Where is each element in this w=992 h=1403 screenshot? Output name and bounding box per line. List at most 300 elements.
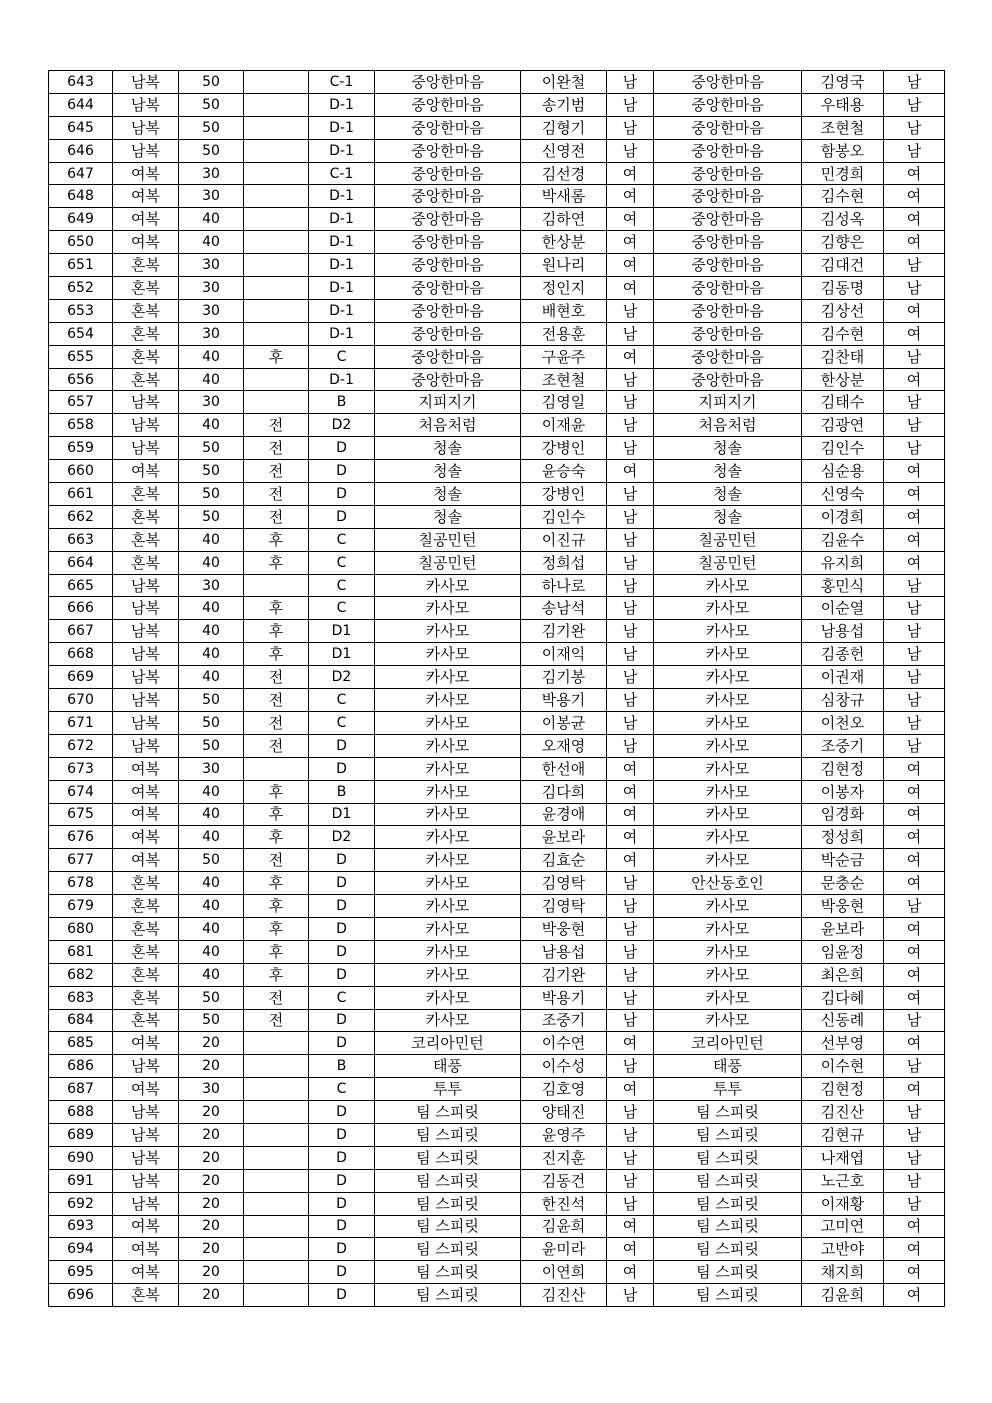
entry-number-cell: 654 bbox=[49, 322, 113, 345]
half-cell: 후 bbox=[244, 895, 309, 918]
age-group-cell: 50 bbox=[179, 139, 244, 162]
age-group-cell: 50 bbox=[179, 689, 244, 712]
gender-1-cell: 여 bbox=[607, 849, 654, 872]
gender-2-cell: 남 bbox=[884, 391, 945, 414]
player-2-cell: 임윤정 bbox=[802, 940, 884, 963]
age-group-cell: 30 bbox=[179, 185, 244, 208]
club-2-cell: 칠공민턴 bbox=[654, 528, 802, 551]
gender-1-cell: 남 bbox=[607, 299, 654, 322]
gender-1-cell: 남 bbox=[607, 1284, 654, 1307]
event-cell: 남복 bbox=[113, 1123, 179, 1146]
club-1-cell: 팀 스피릿 bbox=[375, 1215, 521, 1238]
player-1-cell: 김호영 bbox=[521, 1078, 607, 1101]
gender-2-cell: 여 bbox=[884, 368, 945, 391]
table-row bbox=[49, 368, 945, 391]
player-2-cell: 채지희 bbox=[802, 1261, 884, 1284]
half-cell: 전 bbox=[244, 505, 309, 528]
club-2-cell: 청솔 bbox=[654, 460, 802, 483]
player-1-cell: 한진석 bbox=[521, 1192, 607, 1215]
half-cell bbox=[244, 1215, 309, 1238]
gender-1-cell: 남 bbox=[607, 322, 654, 345]
grade-cell: D1 bbox=[309, 620, 375, 643]
club-1-cell: 팀 스피릿 bbox=[375, 1123, 521, 1146]
entry-number-cell: 667 bbox=[49, 620, 113, 643]
club-2-cell: 카사모 bbox=[654, 895, 802, 918]
player-1-cell: 윤승숙 bbox=[521, 460, 607, 483]
gender-1-cell: 남 bbox=[607, 689, 654, 712]
club-1-cell: 중앙한마음 bbox=[375, 93, 521, 116]
player-2-cell: 이경희 bbox=[802, 505, 884, 528]
grade-cell: D bbox=[309, 1169, 375, 1192]
player-2-cell: 김수현 bbox=[802, 185, 884, 208]
grade-cell: D-1 bbox=[309, 116, 375, 139]
half-cell: 전 bbox=[244, 986, 309, 1009]
gender-1-cell: 여 bbox=[607, 1238, 654, 1261]
gender-1-cell: 여 bbox=[607, 1078, 654, 1101]
table-row bbox=[49, 917, 945, 940]
grade-cell: D bbox=[309, 872, 375, 895]
player-2-cell: 김진산 bbox=[802, 1101, 884, 1124]
half-cell: 전 bbox=[244, 689, 309, 712]
gender-1-cell: 남 bbox=[607, 391, 654, 414]
gender-1-cell: 여 bbox=[607, 757, 654, 780]
half-cell bbox=[244, 93, 309, 116]
table-row bbox=[49, 528, 945, 551]
age-group-cell: 20 bbox=[179, 1192, 244, 1215]
half-cell: 전 bbox=[244, 849, 309, 872]
age-group-cell: 50 bbox=[179, 505, 244, 528]
player-2-cell: 박웅현 bbox=[802, 895, 884, 918]
table-row bbox=[49, 803, 945, 826]
gender-2-cell: 여 bbox=[884, 917, 945, 940]
gender-2-cell: 여 bbox=[884, 757, 945, 780]
gender-2-cell: 여 bbox=[884, 826, 945, 849]
half-cell bbox=[244, 574, 309, 597]
player-2-cell: 최은희 bbox=[802, 963, 884, 986]
age-group-cell: 50 bbox=[179, 1009, 244, 1032]
gender-2-cell: 여 bbox=[884, 528, 945, 551]
gender-1-cell: 여 bbox=[607, 826, 654, 849]
grade-cell: D2 bbox=[309, 666, 375, 689]
half-cell bbox=[244, 1169, 309, 1192]
player-1-cell: 이완철 bbox=[521, 71, 607, 94]
half-cell bbox=[244, 208, 309, 231]
age-group-cell: 50 bbox=[179, 93, 244, 116]
club-2-cell: 카사모 bbox=[654, 597, 802, 620]
club-1-cell: 청솔 bbox=[375, 483, 521, 506]
club-2-cell: 팀 스피릿 bbox=[654, 1215, 802, 1238]
event-cell: 여복 bbox=[113, 1215, 179, 1238]
half-cell: 후 bbox=[244, 826, 309, 849]
gender-1-cell: 남 bbox=[607, 872, 654, 895]
grade-cell: D bbox=[309, 1238, 375, 1261]
gender-1-cell: 남 bbox=[607, 1009, 654, 1032]
player-2-cell: 박순금 bbox=[802, 849, 884, 872]
age-group-cell: 40 bbox=[179, 940, 244, 963]
club-1-cell: 카사모 bbox=[375, 872, 521, 895]
club-1-cell: 카사모 bbox=[375, 666, 521, 689]
entry-number-cell: 696 bbox=[49, 1284, 113, 1307]
player-2-cell: 김윤수 bbox=[802, 528, 884, 551]
gender-2-cell: 여 bbox=[884, 299, 945, 322]
entry-number-cell: 671 bbox=[49, 711, 113, 734]
event-cell: 혼복 bbox=[113, 963, 179, 986]
age-group-cell: 50 bbox=[179, 986, 244, 1009]
table-row bbox=[49, 872, 945, 895]
gender-2-cell: 남 bbox=[884, 734, 945, 757]
event-cell: 여복 bbox=[113, 460, 179, 483]
player-1-cell: 이수연 bbox=[521, 1032, 607, 1055]
age-group-cell: 40 bbox=[179, 643, 244, 666]
player-1-cell: 박새롬 bbox=[521, 185, 607, 208]
event-cell: 남복 bbox=[113, 597, 179, 620]
player-1-cell: 박웅현 bbox=[521, 917, 607, 940]
age-group-cell: 50 bbox=[179, 71, 244, 94]
player-2-cell: 심창규 bbox=[802, 689, 884, 712]
player-1-cell: 원나리 bbox=[521, 254, 607, 277]
event-cell: 혼복 bbox=[113, 322, 179, 345]
table-row bbox=[49, 895, 945, 918]
club-1-cell: 카사모 bbox=[375, 940, 521, 963]
age-group-cell: 40 bbox=[179, 826, 244, 849]
grade-cell: D-1 bbox=[309, 93, 375, 116]
club-2-cell: 지피지기 bbox=[654, 391, 802, 414]
club-1-cell: 처음처럼 bbox=[375, 414, 521, 437]
gender-1-cell: 남 bbox=[607, 1146, 654, 1169]
club-1-cell: 중앙한마음 bbox=[375, 116, 521, 139]
player-1-cell: 김형기 bbox=[521, 116, 607, 139]
player-1-cell: 남용섭 bbox=[521, 940, 607, 963]
table-row bbox=[49, 1101, 945, 1124]
event-cell: 남복 bbox=[113, 1169, 179, 1192]
player-1-cell: 김기완 bbox=[521, 620, 607, 643]
club-2-cell: 카사모 bbox=[654, 1009, 802, 1032]
gender-1-cell: 여 bbox=[607, 231, 654, 254]
entry-number-cell: 666 bbox=[49, 597, 113, 620]
club-1-cell: 중앙한마음 bbox=[375, 208, 521, 231]
entry-number-cell: 657 bbox=[49, 391, 113, 414]
grade-cell: D bbox=[309, 1192, 375, 1215]
half-cell: 후 bbox=[244, 597, 309, 620]
player-2-cell: 고미연 bbox=[802, 1215, 884, 1238]
entry-number-cell: 647 bbox=[49, 162, 113, 185]
club-1-cell: 중앙한마음 bbox=[375, 231, 521, 254]
entry-number-cell: 651 bbox=[49, 254, 113, 277]
table-row bbox=[49, 1146, 945, 1169]
event-cell: 여복 bbox=[113, 803, 179, 826]
entry-number-cell: 668 bbox=[49, 643, 113, 666]
player-1-cell: 이봉균 bbox=[521, 711, 607, 734]
gender-1-cell: 남 bbox=[607, 734, 654, 757]
club-2-cell: 카사모 bbox=[654, 574, 802, 597]
age-group-cell: 40 bbox=[179, 666, 244, 689]
gender-1-cell: 여 bbox=[607, 1261, 654, 1284]
club-1-cell: 카사모 bbox=[375, 734, 521, 757]
club-2-cell: 청솔 bbox=[654, 483, 802, 506]
club-2-cell: 청솔 bbox=[654, 437, 802, 460]
gender-1-cell: 남 bbox=[607, 1101, 654, 1124]
half-cell: 후 bbox=[244, 345, 309, 368]
club-1-cell: 청솔 bbox=[375, 437, 521, 460]
grade-cell: D-1 bbox=[309, 254, 375, 277]
entry-number-cell: 675 bbox=[49, 803, 113, 826]
event-cell: 혼복 bbox=[113, 1009, 179, 1032]
club-1-cell: 카사모 bbox=[375, 826, 521, 849]
half-cell bbox=[244, 162, 309, 185]
club-1-cell: 청솔 bbox=[375, 505, 521, 528]
event-cell: 남복 bbox=[113, 574, 179, 597]
event-cell: 여복 bbox=[113, 757, 179, 780]
gender-1-cell: 남 bbox=[607, 505, 654, 528]
player-1-cell: 정희섭 bbox=[521, 551, 607, 574]
club-1-cell: 중앙한마음 bbox=[375, 277, 521, 300]
club-1-cell: 중앙한마음 bbox=[375, 71, 521, 94]
gender-2-cell: 여 bbox=[884, 780, 945, 803]
age-group-cell: 20 bbox=[179, 1284, 244, 1307]
half-cell bbox=[244, 1284, 309, 1307]
player-1-cell: 이재익 bbox=[521, 643, 607, 666]
gender-2-cell: 여 bbox=[884, 185, 945, 208]
club-2-cell: 팀 스피릿 bbox=[654, 1123, 802, 1146]
gender-2-cell: 여 bbox=[884, 208, 945, 231]
half-cell bbox=[244, 1123, 309, 1146]
age-group-cell: 30 bbox=[179, 277, 244, 300]
player-2-cell: 조중기 bbox=[802, 734, 884, 757]
player-2-cell: 김동명 bbox=[802, 277, 884, 300]
event-cell: 혼복 bbox=[113, 872, 179, 895]
gender-1-cell: 남 bbox=[607, 895, 654, 918]
gender-2-cell: 여 bbox=[884, 1215, 945, 1238]
club-2-cell: 중앙한마음 bbox=[654, 299, 802, 322]
half-cell bbox=[244, 139, 309, 162]
club-1-cell: 지피지기 bbox=[375, 391, 521, 414]
club-1-cell: 카사모 bbox=[375, 780, 521, 803]
club-2-cell: 팀 스피릿 bbox=[654, 1261, 802, 1284]
club-2-cell: 팀 스피릿 bbox=[654, 1192, 802, 1215]
player-2-cell: 심순용 bbox=[802, 460, 884, 483]
player-2-cell: 이재황 bbox=[802, 1192, 884, 1215]
entry-number-cell: 660 bbox=[49, 460, 113, 483]
player-2-cell: 이권재 bbox=[802, 666, 884, 689]
club-1-cell: 중앙한마음 bbox=[375, 345, 521, 368]
grade-cell: C bbox=[309, 986, 375, 1009]
grade-cell: D1 bbox=[309, 803, 375, 826]
gender-2-cell: 남 bbox=[884, 116, 945, 139]
table-row bbox=[49, 345, 945, 368]
gender-2-cell: 여 bbox=[884, 1078, 945, 1101]
event-cell: 혼복 bbox=[113, 254, 179, 277]
player-1-cell: 오재영 bbox=[521, 734, 607, 757]
grade-cell: D bbox=[309, 963, 375, 986]
half-cell: 전 bbox=[244, 460, 309, 483]
event-cell: 남복 bbox=[113, 1101, 179, 1124]
entry-number-cell: 653 bbox=[49, 299, 113, 322]
gender-2-cell: 남 bbox=[884, 620, 945, 643]
club-2-cell: 카사모 bbox=[654, 734, 802, 757]
table-row bbox=[49, 460, 945, 483]
club-2-cell: 카사모 bbox=[654, 826, 802, 849]
table-row bbox=[49, 93, 945, 116]
player-1-cell: 한상분 bbox=[521, 231, 607, 254]
entry-number-cell: 693 bbox=[49, 1215, 113, 1238]
age-group-cell: 40 bbox=[179, 963, 244, 986]
event-cell: 여복 bbox=[113, 1261, 179, 1284]
club-1-cell: 중앙한마음 bbox=[375, 368, 521, 391]
event-cell: 혼복 bbox=[113, 940, 179, 963]
half-cell bbox=[244, 322, 309, 345]
player-2-cell: 노근호 bbox=[802, 1169, 884, 1192]
half-cell: 후 bbox=[244, 872, 309, 895]
entry-number-cell: 670 bbox=[49, 689, 113, 712]
half-cell: 전 bbox=[244, 711, 309, 734]
player-2-cell: 김찬태 bbox=[802, 345, 884, 368]
grade-cell: D bbox=[309, 895, 375, 918]
player-1-cell: 박용기 bbox=[521, 986, 607, 1009]
entry-number-cell: 643 bbox=[49, 71, 113, 94]
gender-2-cell: 여 bbox=[884, 1284, 945, 1307]
grade-cell: D bbox=[309, 1009, 375, 1032]
entry-number-cell: 686 bbox=[49, 1055, 113, 1078]
gender-2-cell: 여 bbox=[884, 231, 945, 254]
entry-number-cell: 676 bbox=[49, 826, 113, 849]
age-group-cell: 30 bbox=[179, 1078, 244, 1101]
player-1-cell: 양태진 bbox=[521, 1101, 607, 1124]
club-2-cell: 카사모 bbox=[654, 780, 802, 803]
gender-1-cell: 남 bbox=[607, 116, 654, 139]
club-1-cell: 팀 스피릿 bbox=[375, 1101, 521, 1124]
age-group-cell: 20 bbox=[179, 1169, 244, 1192]
table-row bbox=[49, 208, 945, 231]
club-2-cell: 카사모 bbox=[654, 757, 802, 780]
club-2-cell: 코리아민턴 bbox=[654, 1032, 802, 1055]
player-1-cell: 이연희 bbox=[521, 1261, 607, 1284]
table-row bbox=[49, 940, 945, 963]
half-cell: 후 bbox=[244, 620, 309, 643]
gender-1-cell: 남 bbox=[607, 940, 654, 963]
half-cell bbox=[244, 116, 309, 139]
club-1-cell: 카사모 bbox=[375, 620, 521, 643]
entry-number-cell: 662 bbox=[49, 505, 113, 528]
player-1-cell: 송기범 bbox=[521, 93, 607, 116]
player-2-cell: 김현규 bbox=[802, 1123, 884, 1146]
grade-cell: C bbox=[309, 689, 375, 712]
age-group-cell: 50 bbox=[179, 711, 244, 734]
entry-number-cell: 677 bbox=[49, 849, 113, 872]
event-cell: 혼복 bbox=[113, 345, 179, 368]
player-2-cell: 김대건 bbox=[802, 254, 884, 277]
table-row bbox=[49, 1284, 945, 1307]
half-cell bbox=[244, 757, 309, 780]
gender-2-cell: 여 bbox=[884, 162, 945, 185]
gender-2-cell: 남 bbox=[884, 643, 945, 666]
age-group-cell: 20 bbox=[179, 1261, 244, 1284]
entry-number-cell: 685 bbox=[49, 1032, 113, 1055]
event-cell: 여복 bbox=[113, 208, 179, 231]
club-1-cell: 카사모 bbox=[375, 711, 521, 734]
event-cell: 여복 bbox=[113, 185, 179, 208]
gender-1-cell: 여 bbox=[607, 1032, 654, 1055]
grade-cell: C bbox=[309, 574, 375, 597]
gender-2-cell: 남 bbox=[884, 93, 945, 116]
club-1-cell: 중앙한마음 bbox=[375, 254, 521, 277]
player-1-cell: 김동건 bbox=[521, 1169, 607, 1192]
age-group-cell: 30 bbox=[179, 322, 244, 345]
gender-1-cell: 남 bbox=[607, 414, 654, 437]
player-1-cell: 김영탁 bbox=[521, 872, 607, 895]
half-cell bbox=[244, 1078, 309, 1101]
club-1-cell: 카사모 bbox=[375, 986, 521, 1009]
age-group-cell: 40 bbox=[179, 917, 244, 940]
age-group-cell: 40 bbox=[179, 414, 244, 437]
player-1-cell: 조현철 bbox=[521, 368, 607, 391]
gender-1-cell: 여 bbox=[607, 254, 654, 277]
player-2-cell: 조현철 bbox=[802, 116, 884, 139]
grade-cell: D bbox=[309, 1146, 375, 1169]
age-group-cell: 50 bbox=[179, 460, 244, 483]
table-row bbox=[49, 1215, 945, 1238]
gender-1-cell: 여 bbox=[607, 460, 654, 483]
player-1-cell: 김진산 bbox=[521, 1284, 607, 1307]
player-2-cell: 선부영 bbox=[802, 1032, 884, 1055]
age-group-cell: 30 bbox=[179, 299, 244, 322]
event-cell: 혼복 bbox=[113, 277, 179, 300]
event-cell: 여복 bbox=[113, 1238, 179, 1261]
grade-cell: D bbox=[309, 483, 375, 506]
grade-cell: D bbox=[309, 1101, 375, 1124]
club-1-cell: 팀 스피릿 bbox=[375, 1169, 521, 1192]
event-cell: 남복 bbox=[113, 689, 179, 712]
gender-1-cell: 남 bbox=[607, 93, 654, 116]
gender-2-cell: 여 bbox=[884, 322, 945, 345]
entry-number-cell: 663 bbox=[49, 528, 113, 551]
club-2-cell: 카사모 bbox=[654, 917, 802, 940]
player-1-cell: 김하연 bbox=[521, 208, 607, 231]
age-group-cell: 20 bbox=[179, 1215, 244, 1238]
age-group-cell: 20 bbox=[179, 1123, 244, 1146]
gender-1-cell: 여 bbox=[607, 1215, 654, 1238]
grade-cell: C bbox=[309, 528, 375, 551]
club-1-cell: 중앙한마음 bbox=[375, 322, 521, 345]
table-row bbox=[49, 1009, 945, 1032]
gender-1-cell: 남 bbox=[607, 711, 654, 734]
table-row bbox=[49, 551, 945, 574]
age-group-cell: 40 bbox=[179, 231, 244, 254]
gender-2-cell: 여 bbox=[884, 1032, 945, 1055]
table-row bbox=[49, 322, 945, 345]
table-row bbox=[49, 437, 945, 460]
event-cell: 남복 bbox=[113, 666, 179, 689]
table-row bbox=[49, 162, 945, 185]
table-row bbox=[49, 139, 945, 162]
player-2-cell: 김영국 bbox=[802, 71, 884, 94]
event-cell: 혼복 bbox=[113, 528, 179, 551]
half-cell bbox=[244, 1146, 309, 1169]
entry-number-cell: 659 bbox=[49, 437, 113, 460]
gender-1-cell: 남 bbox=[607, 643, 654, 666]
gender-1-cell: 여 bbox=[607, 185, 654, 208]
club-1-cell: 카사모 bbox=[375, 849, 521, 872]
club-2-cell: 카사모 bbox=[654, 711, 802, 734]
table-row bbox=[49, 643, 945, 666]
player-2-cell: 김윤희 bbox=[802, 1284, 884, 1307]
event-cell: 남복 bbox=[113, 734, 179, 757]
entry-number-cell: 665 bbox=[49, 574, 113, 597]
event-cell: 남복 bbox=[113, 711, 179, 734]
event-cell: 혼복 bbox=[113, 551, 179, 574]
gender-2-cell: 여 bbox=[884, 460, 945, 483]
club-1-cell: 카사모 bbox=[375, 597, 521, 620]
entry-number-cell: 674 bbox=[49, 780, 113, 803]
